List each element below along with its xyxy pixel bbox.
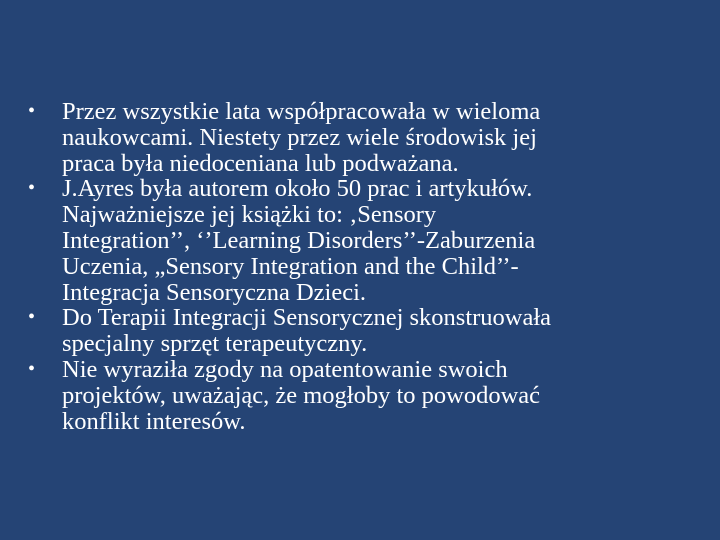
bullet-marker: • [28, 306, 36, 329]
bullet-text: Nie wyraziła zgody na opatentowanie swoich projektów, uważając, że mogłoby to powodować konflikt interesów. [62, 355, 541, 435]
bullet-marker: • [28, 100, 36, 122]
bullet-item-equipment [28, 305, 688, 357]
bullet-list [28, 99, 688, 434]
bullet-text: Przez wszystkie lata współpracowała w wieloma naukowcami. Niestety przez wiele środowisk jej praca była niedoceniana lub podważana. [62, 98, 541, 177]
bullet-marker: • [28, 357, 36, 380]
bullet-marker: • [28, 177, 36, 200]
bullet-text: Do Terapii Integracji Sensorycznej skonstruowała specjalny sprzęt terapeutyczny. [62, 304, 552, 358]
bullet-item-publications [28, 176, 688, 305]
bullet-item-patent [28, 357, 688, 434]
bullet-item-collaboration [28, 99, 688, 176]
bullet-text: J.Ayres była autorem około 50 prac i artykułów. Najważniejsze jej książki to: ‚Sensory Integration’’, ‘’Learning Disorders’’-Zaburzenia Uczenia, „Sensory Integration and the Child’’- Integracja Sensoryczna Dzieci. [62, 175, 536, 306]
